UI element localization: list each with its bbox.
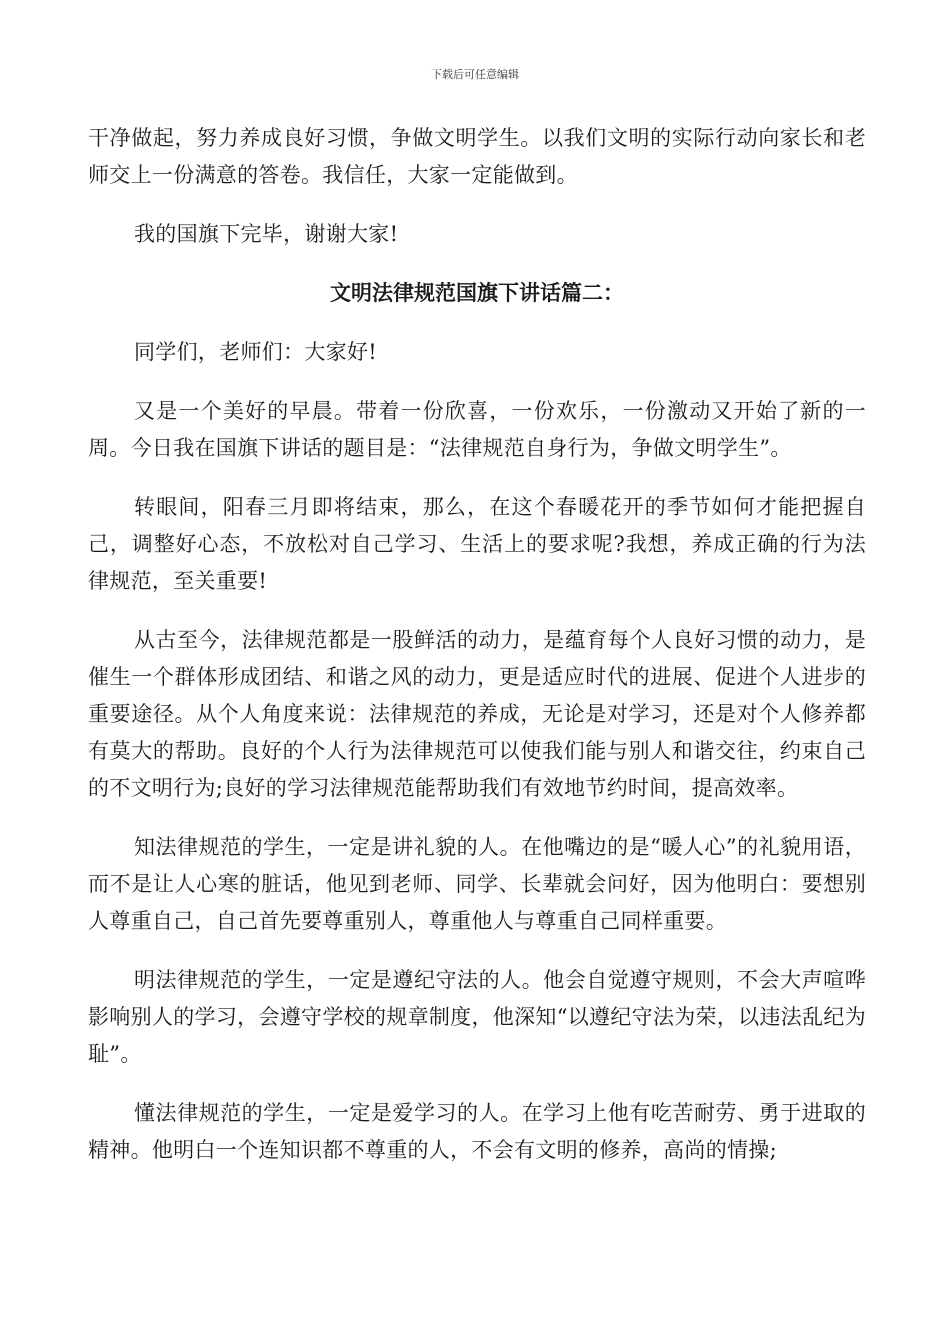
paragraph-politeness: 知法律规范的学生，一定是讲礼貌的人。在他嘴边的是“暖人心”的礼貌用语，而不是让人心寒的脏话，他见到老师、同学、长辈就会问好，因为他明白：要想别人尊重自己，自己首先要尊重别人，尊重他人与尊重自己同样重要。 xyxy=(88,835,866,933)
paragraph-study: 懂法律规范的学生，一定是爱学习的人。在学习上他有吃苦耐劳、勇于进取的精神。他明白一个连知识都不尊重的人，不会有文明的修养，高尚的情操; xyxy=(88,1101,866,1162)
paragraph-continuation: 干净做起，努力养成良好习惯，争做文明学生。以我们文明的实际行动向家长和老师交上一份满意的答卷。我信任，大家一定能做到。 xyxy=(88,126,866,187)
section-title: 文明法律规范国旗下讲话篇二： xyxy=(330,281,624,305)
paragraph-law-abiding: 明法律规范的学生，一定是遵纪守法的人。他会自觉遵守规则，不会大声喧哗影响别人的学习，会遵守学校的规章制度，他深知“以遵纪守法为荣，以违法乱纪为耻”。 xyxy=(88,968,866,1066)
paragraph-greeting: 同学们，老师们：大家好! xyxy=(134,340,378,364)
paragraph-importance: 从古至今，法律规范都是一股鲜活的动力，是蕴育每个人良好习惯的动力，是催生一个群体形成团结、和谐之风的动力，更是适应时代的进展、促进个人进步的重要途径。从个人角度来说：法律规范的养成，无论是对学习，还是对个人修养都有莫大的帮助。良好的个人行为法律规范可以使我们能与别人和谐交往，约束自己的不文明行为;良好的学习法律规范能帮助我们有效地节约时间，提高效率。 xyxy=(88,628,866,800)
document-body xyxy=(88,120,866,1169)
paragraph-closing: 我的国旗下完毕，谢谢大家! xyxy=(134,222,399,246)
paragraph-question: 转眼间，阳春三月即将结束，那么，在这个春暖花开的季节如何才能把握自己，调整好心态，不放松对自己学习、生活上的要求呢?我想，养成正确的行为法律规范，至关重要! xyxy=(88,495,866,593)
page-header-note: 下载后可任意编辑 xyxy=(431,68,519,81)
paragraph-intro: 又是一个美好的早晨。带着一份欣喜，一份欢乐，一份激动又开始了新的一周。今日我在国旗下讲话的题目是：“法律规范自身行为，争做文明学生”。 xyxy=(88,399,866,460)
